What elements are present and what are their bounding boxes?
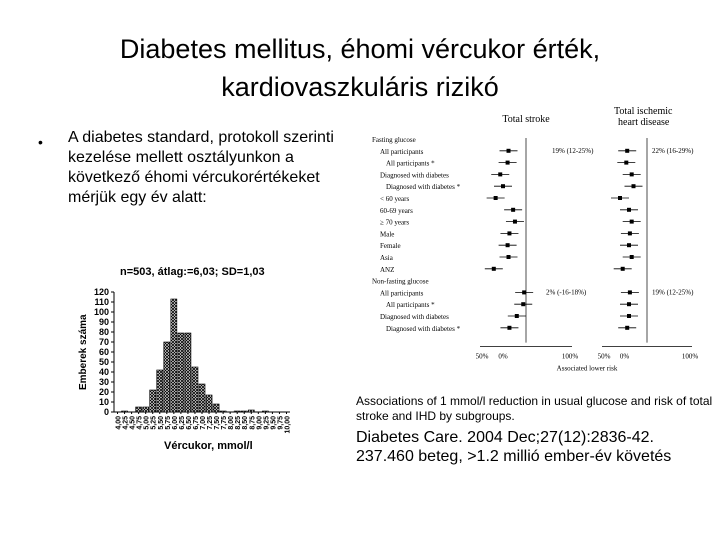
y-tick-label: 80 bbox=[98, 327, 109, 337]
estimate-marker bbox=[627, 208, 631, 212]
forest-x-tick-label: 50% bbox=[475, 352, 489, 361]
x-tick-label: 9,00 bbox=[256, 416, 264, 430]
x-tick-label: 4,00 bbox=[115, 416, 123, 430]
estimate-marker bbox=[630, 172, 634, 176]
x-tick-label: 7,75 bbox=[221, 416, 229, 430]
y-tick-label: 120 bbox=[93, 287, 109, 297]
estimate-marker bbox=[507, 326, 511, 330]
forest-x-tick-label: 50% bbox=[597, 352, 611, 361]
forest-row-label: All participants * bbox=[386, 301, 435, 310]
y-tick-label: 30 bbox=[98, 377, 109, 387]
x-tick-label: 5,50 bbox=[157, 416, 165, 430]
x-tick-label: 8,75 bbox=[249, 416, 257, 430]
x-tick-label: 7,00 bbox=[200, 416, 207, 430]
panel-title-ihd: Total ischemic heart disease bbox=[614, 106, 673, 128]
ihd-annotation-nonfasting: 19% (12-25%) bbox=[652, 288, 694, 297]
estimate-marker bbox=[628, 290, 632, 294]
y-tick-label: 110 bbox=[94, 297, 109, 307]
y-tick-label: 90 bbox=[98, 317, 109, 327]
estimate-marker bbox=[621, 267, 625, 271]
forest-group-label: Non-fasting glucose bbox=[372, 277, 429, 286]
estimate-marker bbox=[498, 172, 502, 176]
forest-row-label: 60-69 years bbox=[380, 206, 413, 215]
forest-row-label: Diagnosed with diabetes bbox=[380, 171, 449, 180]
histogram-bar bbox=[143, 407, 149, 412]
estimate-marker bbox=[630, 220, 634, 224]
stroke-annotation: 19% (12-25%) bbox=[552, 146, 594, 155]
citation bbox=[356, 428, 720, 466]
forest-plot bbox=[362, 100, 702, 386]
forest-row-label: All participants bbox=[380, 147, 424, 156]
forest-row-label: Diagnosed with diabetes * bbox=[386, 183, 461, 192]
forest-row-label: All participants * bbox=[386, 159, 435, 168]
panel-title-stroke: Total stroke bbox=[502, 114, 550, 125]
estimate-marker bbox=[501, 184, 505, 188]
x-tick-label: 6,00 bbox=[171, 416, 179, 430]
histogram-bar bbox=[262, 411, 268, 412]
y-tick-label: 70 bbox=[98, 337, 109, 347]
estimate-marker bbox=[624, 161, 628, 165]
y-tick-label: 50 bbox=[98, 357, 109, 367]
x-tick-label: 5,00 bbox=[143, 416, 151, 430]
estimate-marker bbox=[627, 243, 631, 247]
x-tick-label: 8,00 bbox=[228, 416, 236, 430]
forest-row-label: ANZ bbox=[380, 265, 395, 274]
y-tick-label: 20 bbox=[98, 387, 109, 397]
forest-x-tick-label: 0% bbox=[498, 352, 508, 361]
x-tick-label: 7,25 bbox=[207, 416, 215, 430]
citation-line-2: 237.460 beteg, >1.2 millió ember-év követés bbox=[356, 448, 672, 465]
x-tick-label: 7,50 bbox=[214, 416, 222, 430]
forest-row-label: Male bbox=[380, 230, 395, 239]
forest-x-tick-label: 0% bbox=[619, 352, 630, 361]
title-line-1: Diabetes mellitus, éhomi vércukor érték, bbox=[119, 34, 601, 64]
y-tick-label: 40 bbox=[98, 367, 109, 377]
x-tick-label: 4,75 bbox=[136, 416, 144, 430]
x-tick-label: 6,25 bbox=[178, 416, 186, 430]
histogram-bar bbox=[220, 411, 226, 412]
histogram-bar bbox=[241, 411, 247, 412]
x-tick-label: 6,75 bbox=[192, 416, 200, 430]
x-tick-label: 9,25 bbox=[263, 416, 271, 430]
estimate-marker bbox=[507, 255, 511, 259]
estimate-marker bbox=[507, 149, 511, 153]
figure-caption: Associations of 1 mmol/l reduction in usual glucose and risk of total stroke and IHD by subgroups. bbox=[356, 394, 713, 423]
estimate-marker bbox=[625, 326, 629, 330]
x-tick-label: 5,25 bbox=[150, 416, 158, 430]
histogram-bar bbox=[213, 404, 219, 412]
histogram-bar bbox=[206, 395, 212, 412]
y-tick-label: 100 bbox=[93, 307, 109, 317]
estimate-marker bbox=[506, 243, 510, 247]
forest-row-label: All participants bbox=[380, 289, 424, 298]
forest-row-label: Diagnosed with diabetes bbox=[380, 313, 449, 321]
forest-x-tick-label: 100% bbox=[681, 352, 699, 361]
forest-row-label: Asia bbox=[380, 254, 393, 262]
bullet-icon: • bbox=[38, 134, 43, 150]
estimate-marker bbox=[522, 290, 526, 294]
estimate-marker bbox=[494, 196, 498, 200]
forest-row-label: ≥ 70 years bbox=[380, 218, 410, 227]
forest-row-label: Diagnosed with diabetes * bbox=[386, 324, 461, 333]
estimate-marker bbox=[628, 231, 632, 235]
estimate-marker bbox=[632, 184, 636, 188]
x-tick-label: 6,50 bbox=[185, 416, 193, 430]
forest-row-label: < 60 years bbox=[380, 195, 410, 203]
estimate-marker bbox=[511, 208, 515, 212]
histogram-bar bbox=[171, 299, 177, 412]
forest-row-label: Female bbox=[380, 242, 401, 251]
estimate-marker bbox=[625, 149, 629, 153]
estimate-marker bbox=[513, 220, 517, 224]
x-tick-label: 5,75 bbox=[164, 416, 172, 430]
citation-line-1: Diabetes Care. 2004 Dec;27(12):2836-42. bbox=[356, 429, 654, 446]
estimate-marker bbox=[506, 161, 510, 165]
bullet-text: A diabetes standard, protokoll szerinti kezelése mellett osztályunkon a következő éhomi vércukorértékeket mérjük egy év alatt: bbox=[68, 129, 334, 206]
forest-group-label: Fasting glucose bbox=[372, 136, 416, 144]
histogram-bar bbox=[178, 333, 184, 412]
histogram-y-label: Emberek száma bbox=[78, 314, 89, 390]
x-tick-label: 4,50 bbox=[129, 416, 137, 430]
stroke-annotation-nonfasting: 2% (-16-18%) bbox=[546, 288, 587, 297]
histogram-bar bbox=[185, 333, 191, 412]
y-tick-label: 10 bbox=[98, 397, 109, 407]
estimate-marker bbox=[627, 314, 631, 318]
histogram-bar bbox=[234, 411, 240, 412]
slide-title bbox=[40, 30, 680, 106]
histogram-bar bbox=[157, 370, 163, 412]
histogram-bar bbox=[164, 342, 170, 412]
x-tick-label: 8,25 bbox=[235, 416, 243, 430]
histogram-bar bbox=[199, 384, 205, 412]
x-tick-label: 9,50 bbox=[270, 416, 278, 430]
histogram-bar bbox=[150, 390, 156, 412]
histogram-title: n=503, átlag:=6,03; SD=1,03 bbox=[120, 266, 265, 278]
title-line-2: kardiovaszkuláris rizikó bbox=[221, 72, 499, 102]
x-tick-label: 9,75 bbox=[277, 416, 285, 430]
x-tick-label: 10,00 bbox=[284, 416, 292, 434]
y-tick-label: 60 bbox=[98, 347, 109, 357]
estimate-marker bbox=[492, 267, 496, 271]
histogram-bar bbox=[192, 367, 198, 412]
x-tick-label: 8,50 bbox=[242, 416, 250, 430]
estimate-marker bbox=[630, 255, 634, 259]
histogram-bar bbox=[122, 411, 128, 412]
y-tick-label: 0 bbox=[103, 407, 109, 417]
histogram-bar bbox=[136, 407, 142, 412]
histogram-chart bbox=[80, 282, 300, 440]
estimate-marker bbox=[618, 196, 622, 200]
estimate-marker bbox=[507, 231, 511, 235]
estimate-marker bbox=[515, 314, 519, 318]
forest-x-tick-label: 100% bbox=[561, 352, 579, 361]
histogram-x-label: Vércukor, mmol/l bbox=[164, 440, 253, 452]
estimate-marker bbox=[521, 302, 525, 306]
x-tick-label: 4,25 bbox=[122, 416, 130, 430]
ihd-annotation: 22% (16-29%) bbox=[652, 146, 694, 155]
estimate-marker bbox=[627, 302, 631, 306]
histogram-bar bbox=[248, 410, 254, 412]
forest-x-label: Associated lower risk bbox=[556, 364, 618, 373]
